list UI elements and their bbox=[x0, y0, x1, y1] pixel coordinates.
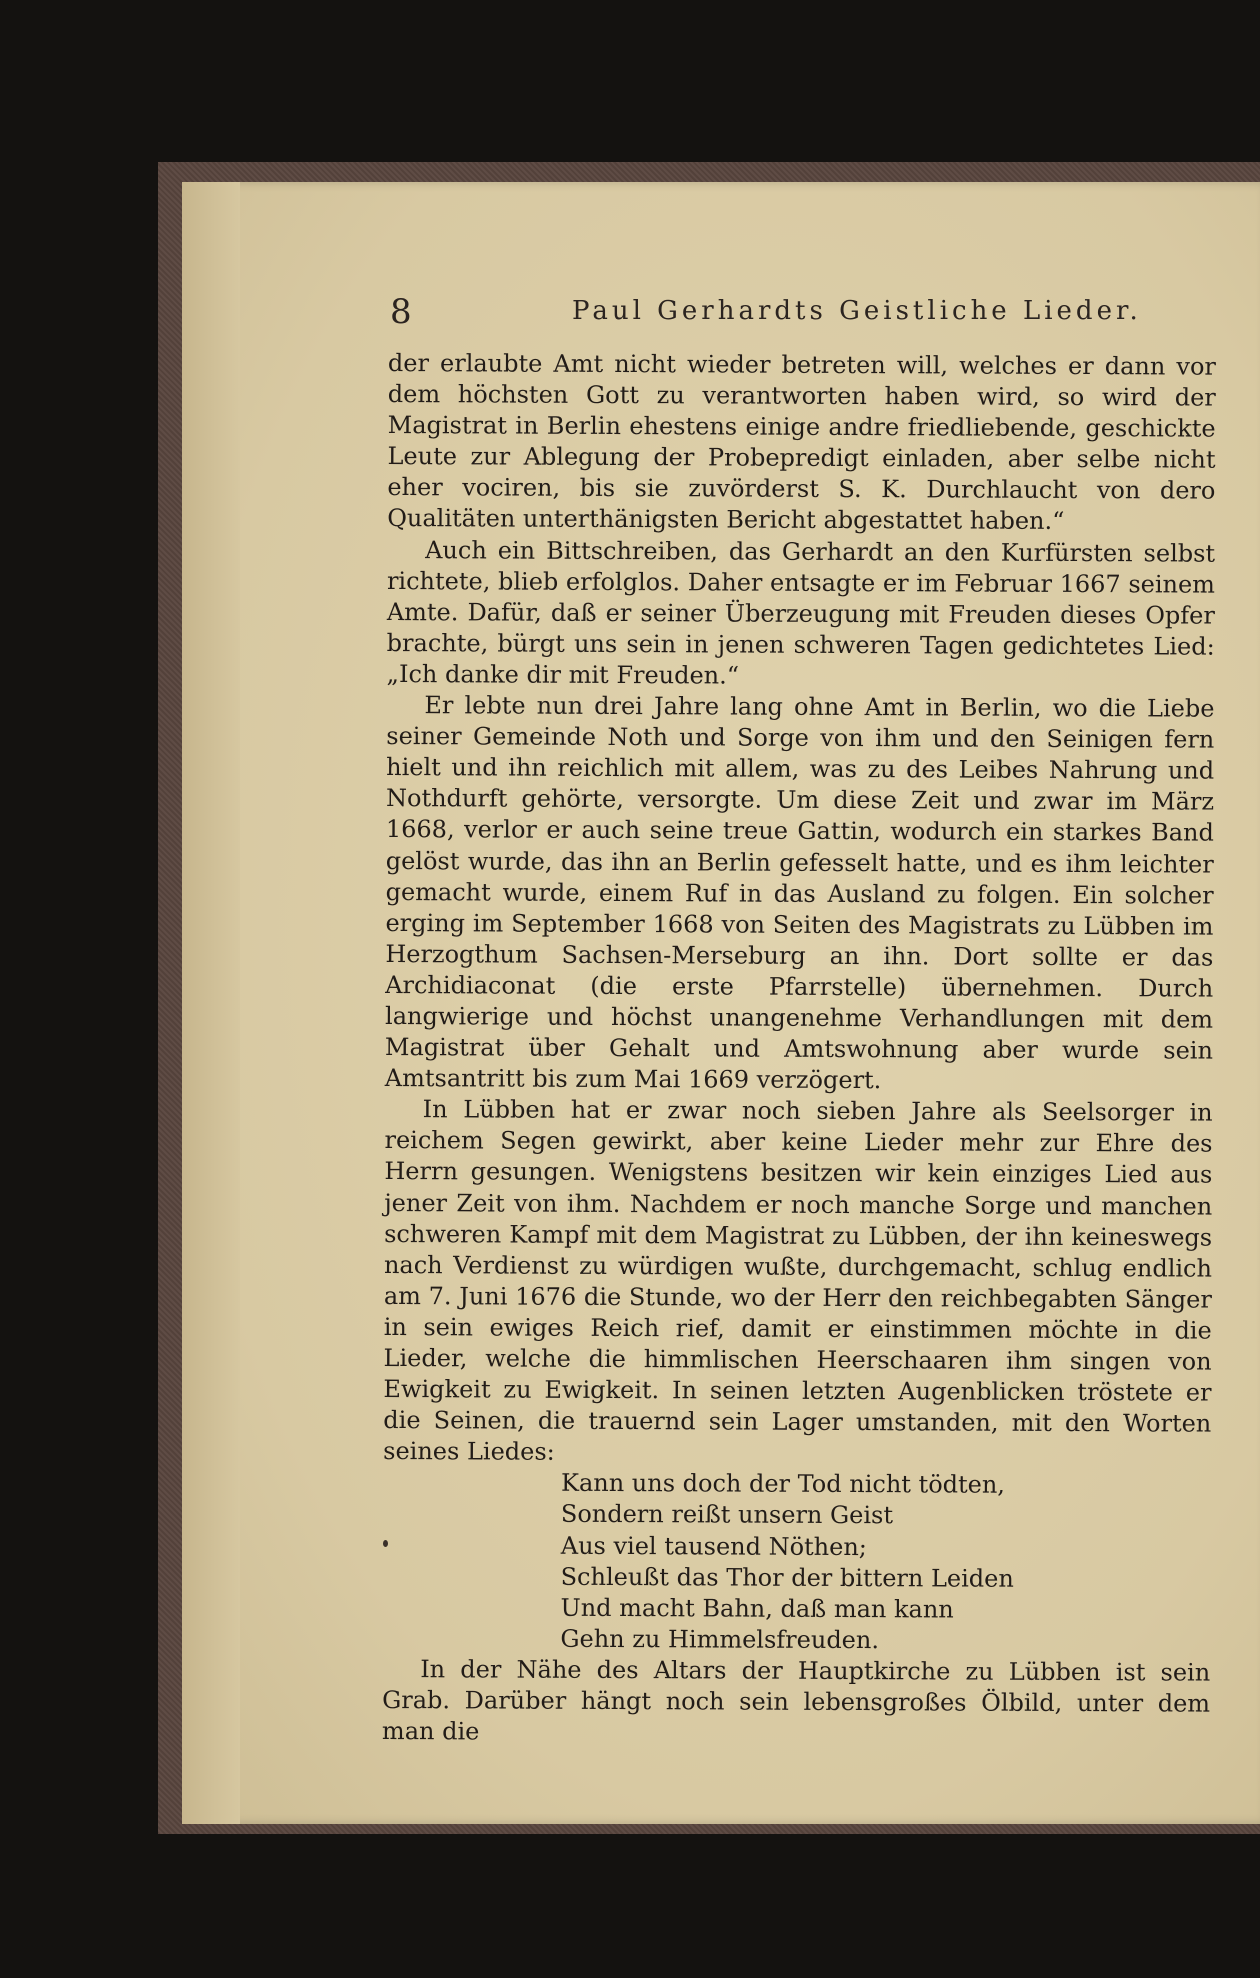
body-text bbox=[382, 348, 1216, 1751]
verse-line: Schleußt das Thor der bittern Leiden bbox=[560, 1562, 1014, 1593]
verse-line: Kann uns doch der Tod nicht tödten, bbox=[560, 1469, 1006, 1500]
paragraph-2: Auch ein Bittschreiben, das Gerhardt an den Kurfürsten selbst richtete, blieb erfolglos. Daher entsagte er im Februar 1667 seinem Amte. Dafür, daß er seiner Überzeugung mit Freuden dieses Opfer brachte, bürgt uns sein in jenen schweren Tagen gedichtetes Lied: „Ich danke dir mit Freuden.“ bbox=[386, 535, 1216, 690]
paragraph-1: der erlaubte Amt nicht wieder betreten will, welches er dann vor dem höchsten Gott zu verantworten haben wird, so wird der Magistrat in Berlin ehestens einige andre friedliebende, geschickte Leute zur Ablegung der Probepredigt einladen, aber selbe nicht eher vociren, bis sie zuvörderst S. K. Durchlaucht von dero Qualitäten unterthänigsten Bericht abgestattet haben.“ bbox=[387, 349, 1216, 536]
running-head: Paul Gerhardts Geistliche Lieder. bbox=[572, 296, 1142, 326]
ink-speck bbox=[383, 1540, 388, 1547]
verse-block bbox=[560, 1468, 1211, 1657]
verse-line: Gehn zu Himmelsfreuden. bbox=[560, 1624, 880, 1654]
page-gutter bbox=[182, 182, 240, 1824]
page-header bbox=[390, 292, 1210, 336]
verse-line: Sondern reißt unsern Geist bbox=[560, 1500, 894, 1530]
page-number: 8 bbox=[390, 292, 413, 332]
paragraph-5: In der Nähe des Altars der Hauptkirche zu Lübben ist sein Grab. Darüber hängt noch sein lebensgroßes Ölbild, unter dem man die bbox=[381, 1655, 1211, 1746]
paragraph-4: In Lübben hat er zwar noch sieben Jahre als Seelsorger in reichem Segen gewirkt, aber keine Lieder mehr zur Ehre des Herrn gesungen. Wenigstens besitzen wir kein einziges Lied aus jener Zeit von ihm. Nachdem er noch manche Sorge und manchen schweren Kampf mit dem Magistrat zu Lübben, der ihn keineswegs nach Verdienst zu würdigen wußte, durchgemacht, schlug endlich am 7. Juni 1676 die Stunde, wo der Herr den reichbegabten Sänger in sein ewiges Reich rief, damit er einstimmen möchte in die Lieder, welche die himmlischen Heerschaaren ihm singen von Ewigkeit zu Ewigkeit. In seinen letzten Augenblicken tröstete er die Seinen, die trauernd sein Lager umstanden, mit den Worten seines Liedes: bbox=[383, 1095, 1213, 1467]
paragraph-3: Er lebte nun drei Jahre lang ohne Amt in Berlin, wo die Liebe seiner Gemeinde Noth und Sorge von ihm und den Seinigen fern hielt und ihn reichlich mit allem, was zu des Leibes Nahrung und Nothdurft gehörte, versorgte. Um diese Zeit und zwar im März 1668, verlor er auch seine treue Gattin, wodurch ein starkes Band gelöst wurde, das ihn an Berlin gefesselt hatte, und es ihm leichter gemacht wurde, einem Ruf in das Ausland zu folgen. Ein solcher erging im September 1668 von Seiten des Magistrats zu Lübben im Herzogthum Sachsen-Merseburg an ihn. Dort sollte er das Archidiaconat (die erste Pfarrstelle) übernehmen. Durch langwierige und höchst unangenehme Verhandlungen mit dem Magistrat über Gehalt und Amtswohnung aber wurde sein Amtsantritt bis zum Mai 1669 verzögert. bbox=[384, 691, 1215, 1095]
verse-line: Und macht Bahn, daß man kann bbox=[560, 1593, 954, 1624]
verse-line: Aus viel tausend Nöthen; bbox=[560, 1531, 867, 1561]
